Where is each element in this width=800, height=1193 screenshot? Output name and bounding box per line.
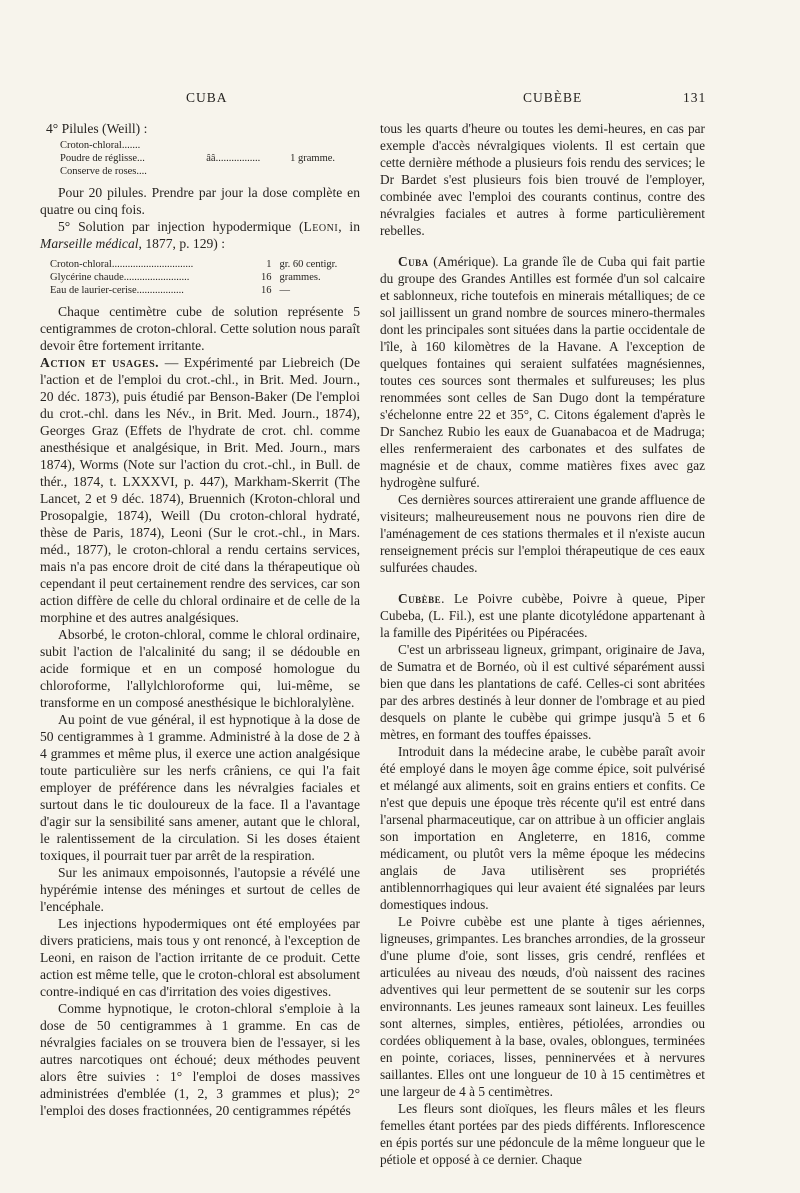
page-number: 131 [683, 90, 707, 105]
ingredient-name: Eau de laurier-cerise.................. [50, 285, 184, 296]
prescription-row [40, 152, 360, 165]
cuba-entry [380, 253, 705, 491]
right-column [380, 120, 705, 1168]
solution-heading [40, 218, 360, 252]
left-column [40, 120, 360, 1119]
text-run: . Le Poivre cubèbe, Poivre à queue, Piper Cubeba, (L. Fil.), est une plante dicotylédone appartenant à la famille des Pipéritées ou Pipéracées. [380, 591, 705, 640]
ingredient-unit [290, 165, 360, 178]
paragraph: Au point de vue général, il est hypnotique à la dose de 50 centigrammes à 1 gramme. Administré à la dose de 2 à 4 grammes et même plus, il exerce une action analgésique toute particulière sur les nerfs crâniens, ce qui l'a fait employer de préférence dans les névralgies faciales et surtout dans le tic douloureux de la face. Il a l'avantage d'agir sur la sensibilité sans amener, autant que le chloral, le ralentissement de la circulation. Si les doses étaient toxiques, il pourrait tuer par arrêt de la respiration. [40, 712, 360, 863]
prescription-row [40, 271, 360, 284]
paragraph: tous les quarts d'heure ou toutes les demi-heures, en cas par exemple d'accès névralgiques violents. Il est certain que cette dernière méthode a plusieurs fois rendu des services; le Dr Bardet s'est plusieurs fois bien trouvé de l'employer, combinée avec l'emploi des courants continus, contre des névralgies faciales et autres à forme particulièrement rebelles. [380, 121, 705, 238]
paragraph: Ces dernières sources attireraient une grande affluence de visiteurs; malheureusement nous ne pouvons rien dire de l'aménagement de ces stations thermales et il n'existe aucun renseignement précis sur l'emploi thérapeutique de ces eaux sulfurées chaudes. [380, 492, 705, 575]
prescription-solution [40, 258, 360, 297]
ingredient-unit: — [279, 285, 290, 296]
paragraph: Les injections hypodermiques ont été employées par divers praticiens, mais tous y ont renoncé, à l'exception de Leoni, en raison de l'action irritante de ce produit. Cette action est même telle, que le croton-chloral est absolument contre-indiqué en cas d'irritation des voies digestives. [40, 916, 360, 999]
cubebe-entry [380, 590, 705, 641]
section-lead: Action et usages. [40, 355, 160, 370]
author-name: Leoni [303, 219, 339, 234]
running-head-center: CUBÈBE [523, 90, 583, 105]
ingredient-qty: 1 [266, 259, 272, 270]
ingredient-name: Conserve de roses.... [60, 166, 147, 177]
spacer [380, 576, 705, 590]
paragraph: Les fleurs sont dioïques, les fleurs mâles et les fleurs femelles étant portées par des pieds différents. Inflorescence en épis portés sur une pédoncule de la même longueur que le pétiole et opposé à ce dernier. Chaque [380, 1101, 705, 1167]
prescription-row [40, 139, 360, 152]
ingredient-qty [206, 165, 290, 178]
pilules-heading: 4° Pilules (Weill) : [46, 121, 148, 136]
prescription-row [40, 258, 360, 271]
ingredient-qty: 16 [260, 285, 272, 296]
ingredient-unit: grammes. [279, 272, 321, 283]
text-run: 5° Solution par injection hypodermique ( [58, 219, 304, 234]
paragraph: Pour 20 pilules. Prendre par jour la dose complète en quatre ou cinq fois. [40, 185, 360, 217]
ingredient-name: Glycérine chaude......................... [50, 272, 190, 283]
spacer [380, 239, 705, 253]
action-usages-paragraph [40, 354, 360, 626]
ingredient-name: Croton-chloral............................... [50, 259, 194, 270]
prescription-pilules [40, 139, 360, 178]
prescription-row [40, 165, 360, 178]
paragraph: Le Poivre cubèbe est une plante à tiges aériennes, ligneuses, grimpantes. Les branches arrondies, de la grosseur d'une plume d'oie, sont lisses, gris cendré, renflées et articulées au niveau des nœuds, d'où naissent des racines adventives qui leur permettent de se soutenir sur les corps environnants. Les jeunes rameaux sont laineux. Les feuilles sont alternes, simples, entières, pétiolées, arrondies ou cordées obliquement à la base, ovales, oblongues, terminées en pointe, coriaces, lisses, penninervées et à nervures saillantes. Elles ont une longueur de 10 à 15 centimètres et une largeur de 4 à 5 centimètres. [380, 914, 705, 1099]
paragraph: Comme hypnotique, le croton-chloral s'emploie à la dose de 50 centigrammes à 1 gramme. En cas de névralgies faciales on se trouvera bien de l'essayer, si les autres narcotiques ont échoué; deux méthodes peuvent alors être suivies : 1° l'emploi de doses massives administrées d'emblée (1, 2, 3 grammes et plus); 2° l'emploi des doses fractionnées, 20 centigrammes répétés [40, 1001, 360, 1118]
journal-title: Marseille médical [40, 236, 139, 251]
running-head-left: CUBA [186, 90, 228, 105]
ingredient-name: Poudre de réglisse... [60, 153, 145, 164]
text-run: , 1877, p. 129) : [138, 236, 225, 251]
text-run: (Amérique). La grande île de Cuba qui fait partie du groupe des Grandes Antilles est formée d'un sol calcaire et sablonneux, riche toutefois en minerais métalliques; de ce sol jaillissent un grand nombre de sources minero-thermales dont les principales sont situées dans la partie occidentale de l'île, à 160 kilomètres de la Havane. A l'exception de quelques fontaines qui seraient sulfatées magnésiennes, toutes ces sources sont thermales et sulfureuses; les plus renommées sont celles de San Dugo dont la température s'échelonne entre 22 et 35°, C. Citons également d'après le Dr Sanchez Rubio les eaux de Guanabacoa et de Madruga; elles renfermeraient des carbonates et des sulfates de magnésie et de chaux, comme matières fixes avec gaz hydrogène sulfuré. [380, 254, 705, 490]
ingredient-qty [206, 139, 290, 152]
ingredient-qty: 16 [260, 272, 272, 283]
paragraph: Sur les animaux empoisonnés, l'autopsie a révélé une hypérémie intense des méninges et surtout de celles de l'encéphale. [40, 865, 360, 914]
prescription-row [40, 284, 360, 297]
ingredient-unit: 1 gramme. [290, 153, 336, 164]
paragraph: C'est un arbrisseau ligneux, grimpant, originaire de Java, de Sumatra et de Bornéo, où il est cultivé séparément aussi bien que dans les plantations de café. Celles-ci sont abritées par des arbres destinés à leur donner de l'ombrage et au pied desquels on plante le cubèbe qui grimpe jusqu'à 5 et 6 mètres, en formant des touffes épaisses. [380, 642, 705, 742]
entry-heading-cubebe: Cubèbe [398, 591, 442, 606]
ingredient-name: Croton-chloral....... [60, 140, 141, 151]
ingredient-qty: ââ................. [206, 153, 261, 164]
ingredient-unit [290, 139, 360, 152]
text-run: , in [338, 219, 361, 234]
paragraph: Introduit dans la médecine arabe, le cubèbe paraît avoir été employé dans le moyen âge comme épice, soit pulvérisé et mélangé aux aliments, soit en grains entiers et confits. Ce n'est que depuis une époque très récente qu'il est entré dans l'arsenal pharmaceutique, car on attribue à un officier anglais son importation en Angleterre, en 1816, comme médicament, ou plutôt vers la même époque les médecins anglais de Java utilisèrent ses propriétés antiblennorrhagiques qui leur avaient été signalées par leurs domestiques indous. [380, 744, 705, 912]
text-run: — Expérimenté par Liebreich (De l'action et de l'emploi du crot.-chl., in Brit. Med. Journ., 20 déc. 1873), puis étudié par Benson-Baker (De l'emploi du crot.-chl. dans les Név., in Brit. Med. Journ., 1874), Georges Graz (Effets de l'hydrate de crot. chl. comme anesthésique et analgésique, in Brit. Med. Journ., mars 1874), Worms (Note sur l'action du crot.-chl., in Bull. de thér., 1874, t. LXXXVI, p. 447), Markham-Skerrit (The Lancet, 2 et 9 déc. 1874), Bruennich (Kroton-chloral und Prosopalgie, 1874), Weill (Du croton-chloral hydraté, thèse de Paris, 1874), Leoni (Sur le crot.-chl., in Mars. méd., 1877), le croton-chloral a rendu certains services, mais n'a pas encore droit de cité dans la thérapeutique où cependant il peut certainement rendre des services, car son action diffère de celle du chloral ordinaire et de celle de la morphine et des autres analgésiques. [40, 355, 360, 625]
paragraph: Absorbé, le croton-chloral, comme le chloral ordinaire, subit l'action de l'alcalinité du sang; il se dédouble en acide formique et en un composé homologue du chloroforme, l'allylchloroforme qui, lui-même, se transforme en un composé anesthésique le bichloralylène. [40, 627, 360, 710]
paragraph: Chaque centimètre cube de solution représente 5 centigrammes de croton-chloral. Cette solution nous paraît devoir être fortement irritante. [40, 304, 360, 353]
entry-heading-cuba: Cuba [398, 254, 429, 269]
ingredient-unit: gr. 60 centigr. [279, 259, 338, 270]
